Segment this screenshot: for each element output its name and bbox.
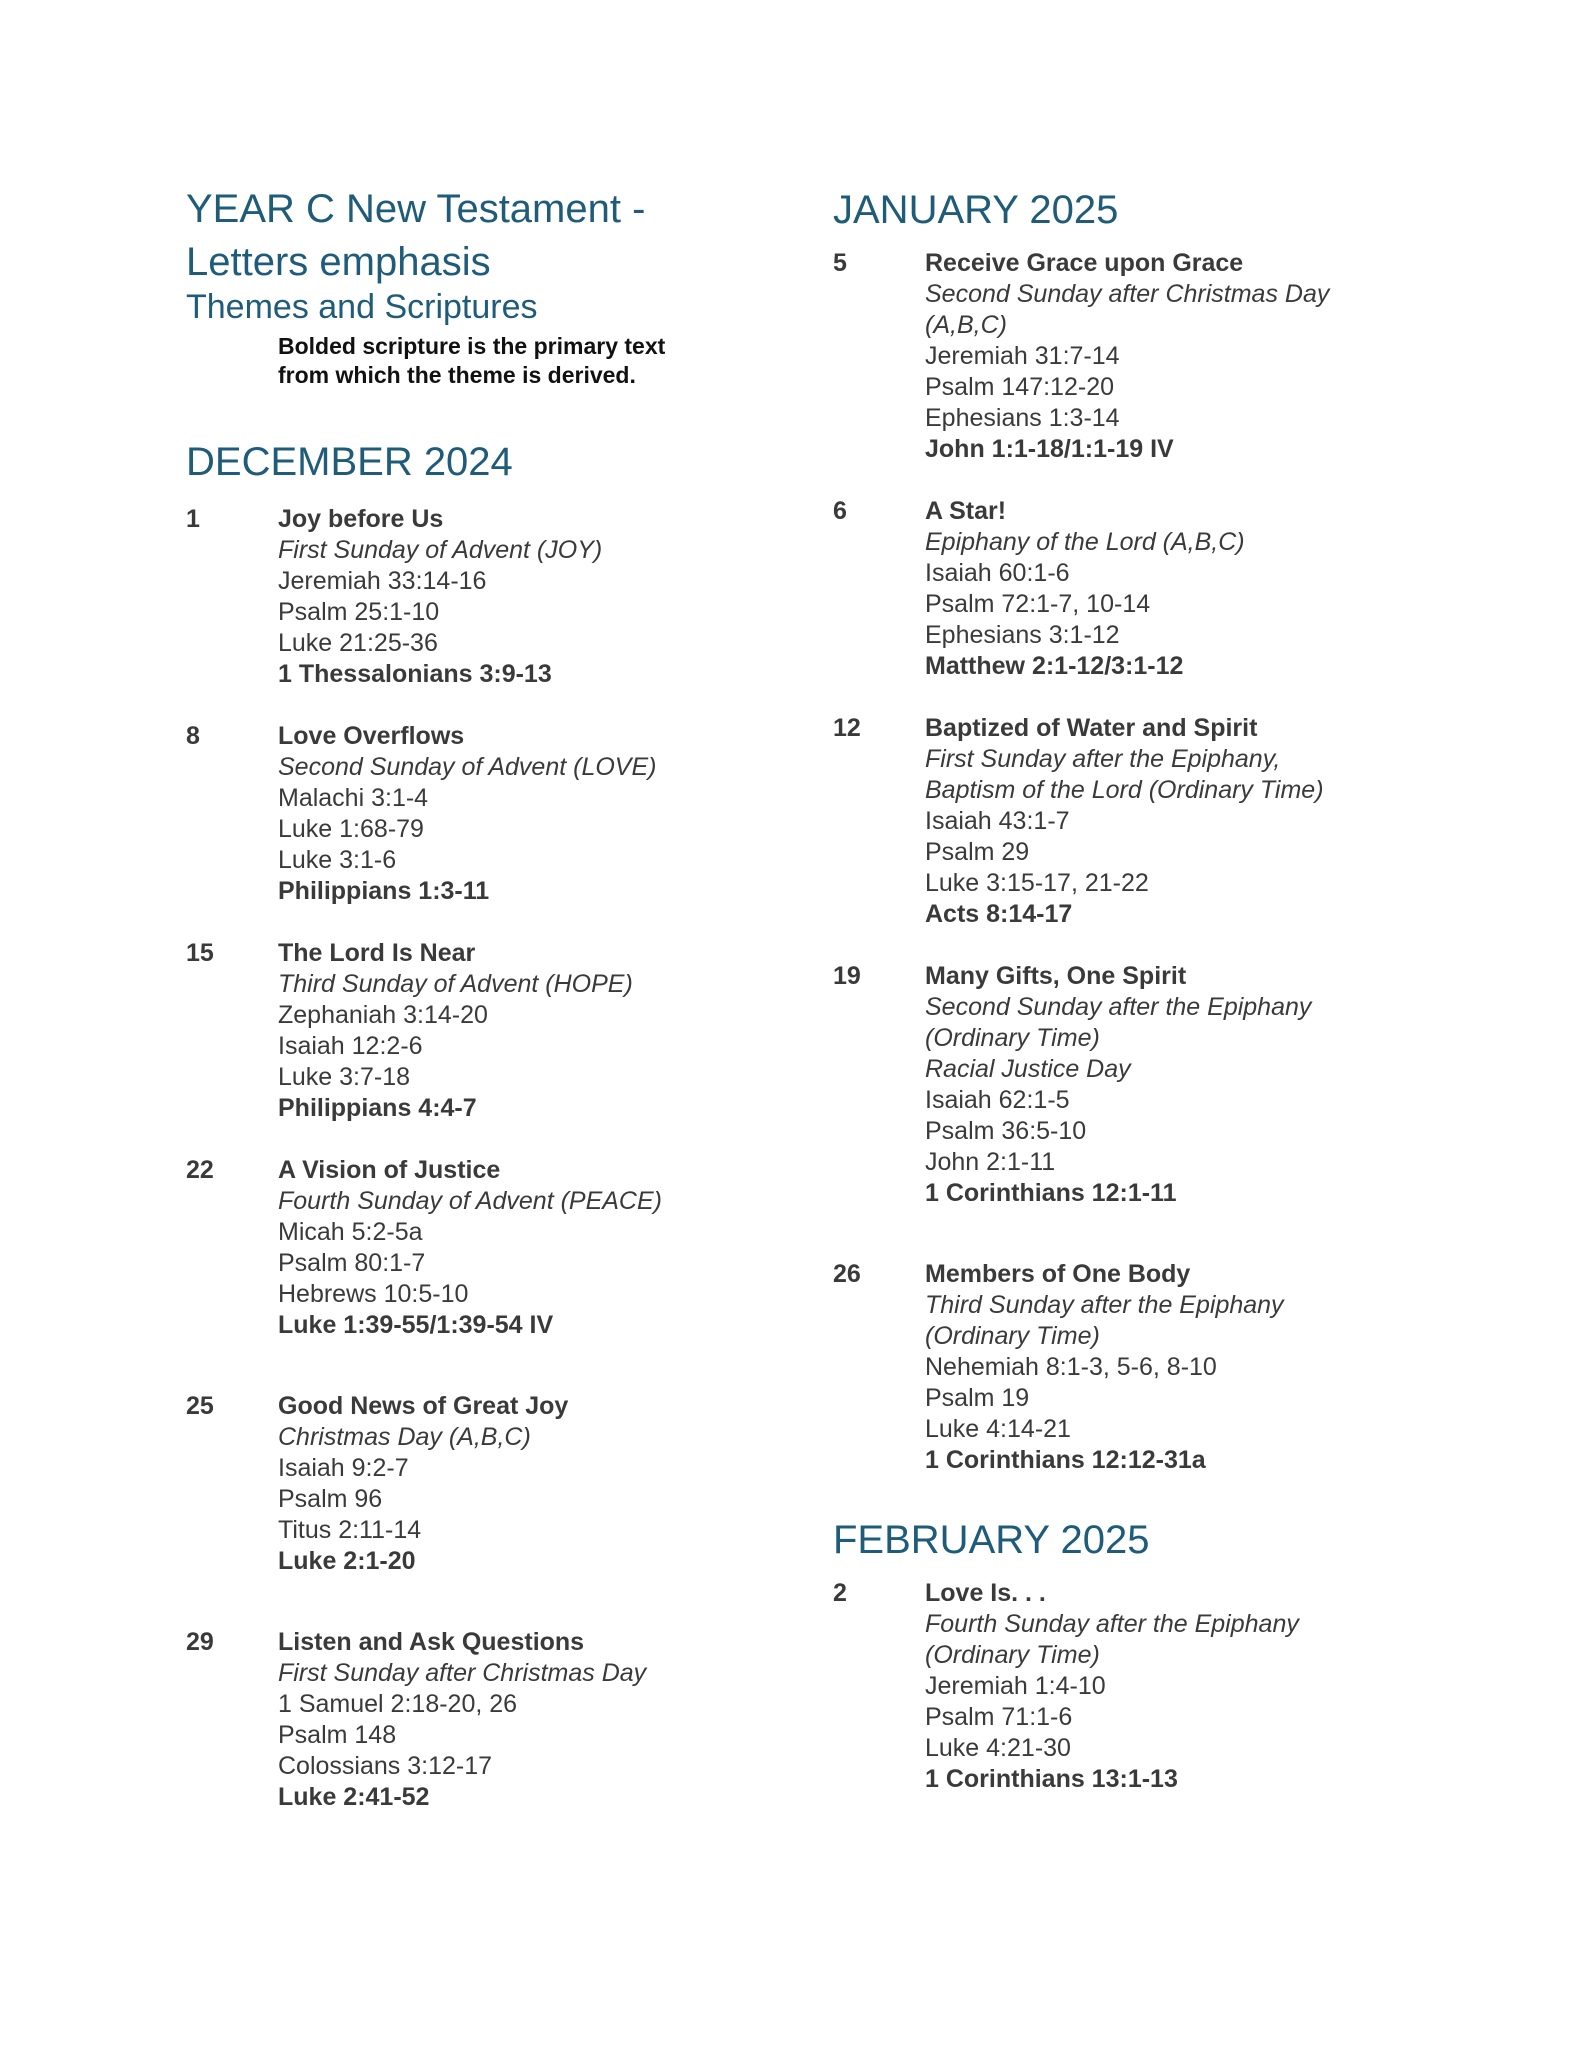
entry-day: 6 xyxy=(833,497,847,525)
entry-occasion: Second Sunday of Advent (LOVE) xyxy=(278,753,657,781)
note-line1: Bolded scripture is the primary text xyxy=(278,333,666,359)
entry-day: 19 xyxy=(833,962,861,990)
entry-occasion: (A,B,C) xyxy=(925,311,1007,339)
entry-day: 15 xyxy=(186,939,214,967)
doc-title-line1: YEAR C New Testament - xyxy=(186,187,646,231)
right-column xyxy=(833,180,1453,1795)
entry-reading: Luke 4:14-21 xyxy=(925,1415,1071,1443)
entry-reading: Isaiah 60:1-6 xyxy=(925,559,1070,587)
entry-occasion: Baptism of the Lord (Ordinary Time) xyxy=(925,776,1324,804)
entry-theme: Many Gifts, One Spirit xyxy=(925,962,1187,990)
month-heading-december: DECEMBER 2024 xyxy=(186,440,513,484)
entry-day: 8 xyxy=(186,722,200,750)
entry-theme: A Star! xyxy=(925,497,1007,525)
entry-reading: Psalm 19 xyxy=(925,1384,1030,1412)
entry-day: 1 xyxy=(186,505,200,533)
entry-reading: Psalm 72:1-7, 10-14 xyxy=(925,590,1151,618)
entry-theme: Love Is. . . xyxy=(925,1579,1046,1607)
list-item xyxy=(833,496,1453,682)
entry-theme: Receive Grace upon Grace xyxy=(925,249,1244,277)
entry-reading: Micah 5:2-5a xyxy=(278,1218,423,1246)
entry-occasion: First Sunday after Christmas Day xyxy=(278,1659,647,1687)
entry-primary-scripture: Acts 8:14-17 xyxy=(925,900,1073,928)
list-item xyxy=(186,938,746,1124)
entry-reading: Isaiah 43:1-7 xyxy=(925,807,1070,835)
entry-theme: The Lord Is Near xyxy=(278,939,476,967)
list-item xyxy=(833,713,1453,930)
entry-reading: Malachi 3:1-4 xyxy=(278,784,429,812)
list-item xyxy=(833,961,1453,1209)
entry-theme: A Vision of Justice xyxy=(278,1156,501,1184)
entry-reading: Isaiah 9:2-7 xyxy=(278,1454,409,1482)
entry-reading: Jeremiah 33:14-16 xyxy=(278,567,487,595)
list-item xyxy=(833,1578,1453,1795)
entry-reading: Psalm 80:1-7 xyxy=(278,1249,426,1277)
entry-reading: Luke 3:1-6 xyxy=(278,846,397,874)
entry-occasion: (Ordinary Time) xyxy=(925,1641,1100,1669)
entry-occasion: First Sunday after the Epiphany, xyxy=(925,745,1281,773)
entry-reading: Psalm 36:5-10 xyxy=(925,1117,1087,1145)
entry-day: 26 xyxy=(833,1260,861,1288)
list-item xyxy=(186,504,746,690)
entry-occasion: (Ordinary Time) xyxy=(925,1322,1100,1350)
entry-reading: Psalm 25:1-10 xyxy=(278,598,440,626)
entry-reading: Psalm 147:12-20 xyxy=(925,373,1115,401)
entry-reading: Psalm 148 xyxy=(278,1721,397,1749)
entry-reading: Jeremiah 1:4-10 xyxy=(925,1672,1106,1700)
entry-day: 5 xyxy=(833,249,847,277)
entry-reading: Psalm 71:1-6 xyxy=(925,1703,1073,1731)
entry-reading: Ephesians 1:3-14 xyxy=(925,404,1120,432)
entry-occasion: First Sunday of Advent (JOY) xyxy=(278,536,603,564)
entry-reading: Titus 2:11-14 xyxy=(278,1516,422,1544)
month-heading-february: FEBRUARY 2025 xyxy=(833,1518,1150,1562)
list-item xyxy=(186,1155,746,1341)
list-item xyxy=(186,721,746,907)
entry-reading: 1 Samuel 2:18-20, 26 xyxy=(278,1690,518,1718)
entry-day: 2 xyxy=(833,1579,847,1607)
entry-primary-scripture: Philippians 4:4-7 xyxy=(278,1094,477,1122)
list-item xyxy=(186,1391,746,1577)
entry-theme: Baptized of Water and Spirit xyxy=(925,714,1258,742)
list-item xyxy=(833,248,1453,465)
entry-primary-scripture: 1 Thessalonians 3:9-13 xyxy=(278,660,552,688)
entry-primary-scripture: Luke 1:39-55/1:39-54 IV xyxy=(278,1311,554,1339)
entry-reading: John 2:1-11 xyxy=(925,1148,1056,1176)
entry-theme: Good News of Great Joy xyxy=(278,1392,569,1420)
entry-day: 12 xyxy=(833,714,861,742)
entry-primary-scripture: Philippians 1:3-11 xyxy=(278,877,490,905)
entry-reading: Hebrews 10:5-10 xyxy=(278,1280,469,1308)
entry-occasion: Fourth Sunday of Advent (PEACE) xyxy=(278,1187,662,1215)
entry-occasion: Fourth Sunday after the Epiphany xyxy=(925,1610,1299,1638)
left-column xyxy=(186,180,746,1813)
list-item xyxy=(833,1259,1453,1476)
entry-reading: Psalm 29 xyxy=(925,838,1030,866)
month-heading-january: JANUARY 2025 xyxy=(833,188,1119,232)
entry-primary-scripture: 1 Corinthians 13:1-13 xyxy=(925,1765,1178,1793)
entry-occasion: Racial Justice Day xyxy=(925,1055,1131,1083)
entry-primary-scripture: John 1:1-18/1:1-19 IV xyxy=(925,435,1174,463)
entry-occasion: Second Sunday after the Epiphany xyxy=(925,993,1312,1021)
doc-subtitle: Themes and Scriptures xyxy=(186,288,538,326)
entry-occasion: Second Sunday after Christmas Day xyxy=(925,280,1330,308)
entry-occasion: Third Sunday of Advent (HOPE) xyxy=(278,970,633,998)
entry-occasion: (Ordinary Time) xyxy=(925,1024,1100,1052)
entry-reading: Psalm 96 xyxy=(278,1485,383,1513)
entry-reading: Nehemiah 8:1-3, 5-6, 8-10 xyxy=(925,1353,1217,1381)
entry-theme: Listen and Ask Questions xyxy=(278,1628,585,1656)
entry-reading: Jeremiah 31:7-14 xyxy=(925,342,1120,370)
entry-theme: Members of One Body xyxy=(925,1260,1191,1288)
entry-theme: Love Overflows xyxy=(278,722,465,750)
entry-day: 29 xyxy=(186,1628,214,1656)
entry-theme: Joy before Us xyxy=(278,505,444,533)
entry-reading: Luke 3:15-17, 21-22 xyxy=(925,869,1149,897)
entry-primary-scripture: Matthew 2:1-12/3:1-12 xyxy=(925,652,1184,680)
note-line2: from which the theme is derived. xyxy=(278,362,636,388)
entry-reading: Zephaniah 3:14-20 xyxy=(278,1001,488,1029)
entry-occasion: Epiphany of the Lord (A,B,C) xyxy=(925,528,1245,556)
entry-reading: Ephesians 3:1-12 xyxy=(925,621,1120,649)
entry-primary-scripture: 1 Corinthians 12:1-11 xyxy=(925,1179,1177,1207)
entry-occasion: Christmas Day (A,B,C) xyxy=(278,1423,531,1451)
entry-reading: Luke 1:68-79 xyxy=(278,815,424,843)
entry-primary-scripture: Luke 2:41-52 xyxy=(278,1783,430,1811)
entry-primary-scripture: 1 Corinthians 12:12-31a xyxy=(925,1446,1206,1474)
list-item xyxy=(186,1627,746,1813)
doc-title-line2: Letters emphasis xyxy=(186,240,491,284)
entry-occasion: Third Sunday after the Epiphany xyxy=(925,1291,1284,1319)
entry-reading: Isaiah 12:2-6 xyxy=(278,1032,423,1060)
entry-reading: Isaiah 62:1-5 xyxy=(925,1086,1070,1114)
entry-reading: Colossians 3:12-17 xyxy=(278,1752,493,1780)
entry-reading: Luke 4:21-30 xyxy=(925,1734,1071,1762)
primary-text-note xyxy=(278,332,746,390)
entry-day: 22 xyxy=(186,1156,214,1184)
entry-primary-scripture: Luke 2:1-20 xyxy=(278,1547,416,1575)
entry-reading: Luke 3:7-18 xyxy=(278,1063,411,1091)
entry-day: 25 xyxy=(186,1392,214,1420)
entry-reading: Luke 21:25-36 xyxy=(278,629,438,657)
